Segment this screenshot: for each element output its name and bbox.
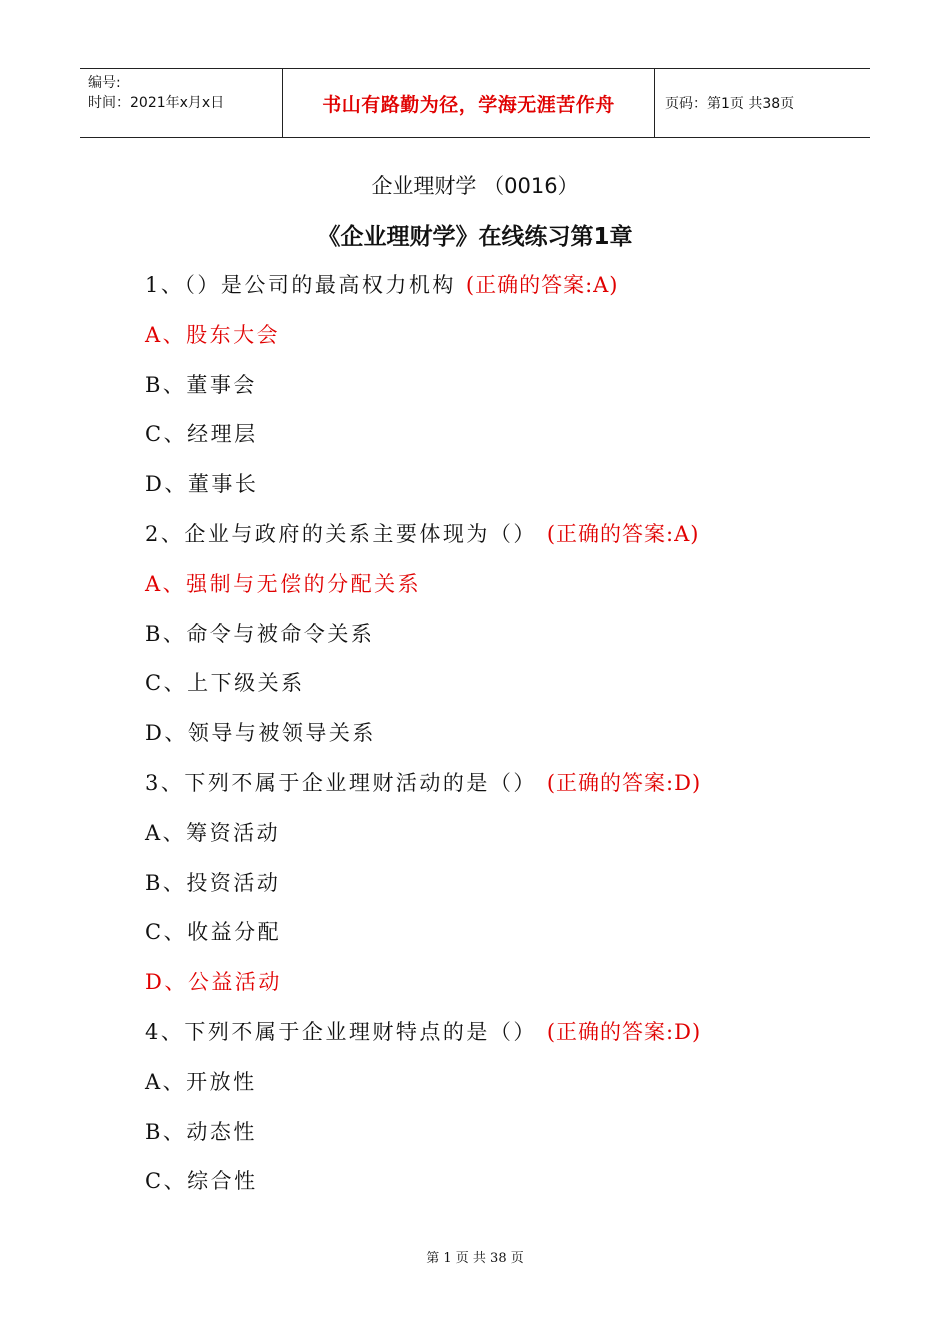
motto: 书山有路勤为径，学海无涯苦作舟 [322,93,615,116]
question-list [145,268,845,1214]
correct-answer: (正确的答案:D) [546,1019,702,1044]
option: B、命令与被命令关系 [145,621,375,646]
header-page-cell [655,69,870,137]
document-header [80,68,870,138]
page-info: 页码：第1页 共38页 [665,96,795,112]
option: C、综合性 [145,1169,258,1194]
question-stem: 1、（）是公司的最高权力机构 (正确的答案:A) [145,273,619,297]
option-correct: D、公益活动 [145,970,282,995]
option: D、董事长 [145,472,259,497]
option: A、开放性 [145,1069,257,1094]
document-title: 企业理财学 （0016） [371,174,579,198]
header-motto-cell [282,69,655,137]
option: D、领导与被领导关系 [145,721,376,746]
document-subtitle: 《企业理财学》在线练习第1章 [317,224,633,250]
header-meta [80,69,282,137]
option: B、董事会 [145,372,257,397]
option-correct: A、强制与无偿的分配关系 [145,571,422,596]
option: C、收益分配 [145,920,282,945]
correct-answer: (正确的答案:D) [546,770,702,795]
question-stem: 4、下列不属于企业理财特点的是（） (正确的答案:D) [145,1019,702,1044]
option: A、筹资活动 [145,820,281,845]
number-label: 编号: [88,75,121,91]
correct-answer: (正确的答案:A) [546,521,700,546]
page-footer: 第 1 页 共 38 页 [426,1251,524,1266]
correct-answer: (正确的答案:A) [465,273,619,297]
option: B、投资活动 [145,870,281,895]
option: C、上下级关系 [145,671,305,696]
question-stem: 3、下列不属于企业理财活动的是（） (正确的答案:D) [145,770,702,795]
time-label: 时间：2021年x月x日 [88,95,225,111]
option-correct: A、股东大会 [145,322,281,347]
option: C、经理层 [145,422,258,447]
option: B、动态性 [145,1119,257,1144]
question-stem: 2、企业与政府的关系主要体现为（） (正确的答案:A) [145,521,700,546]
